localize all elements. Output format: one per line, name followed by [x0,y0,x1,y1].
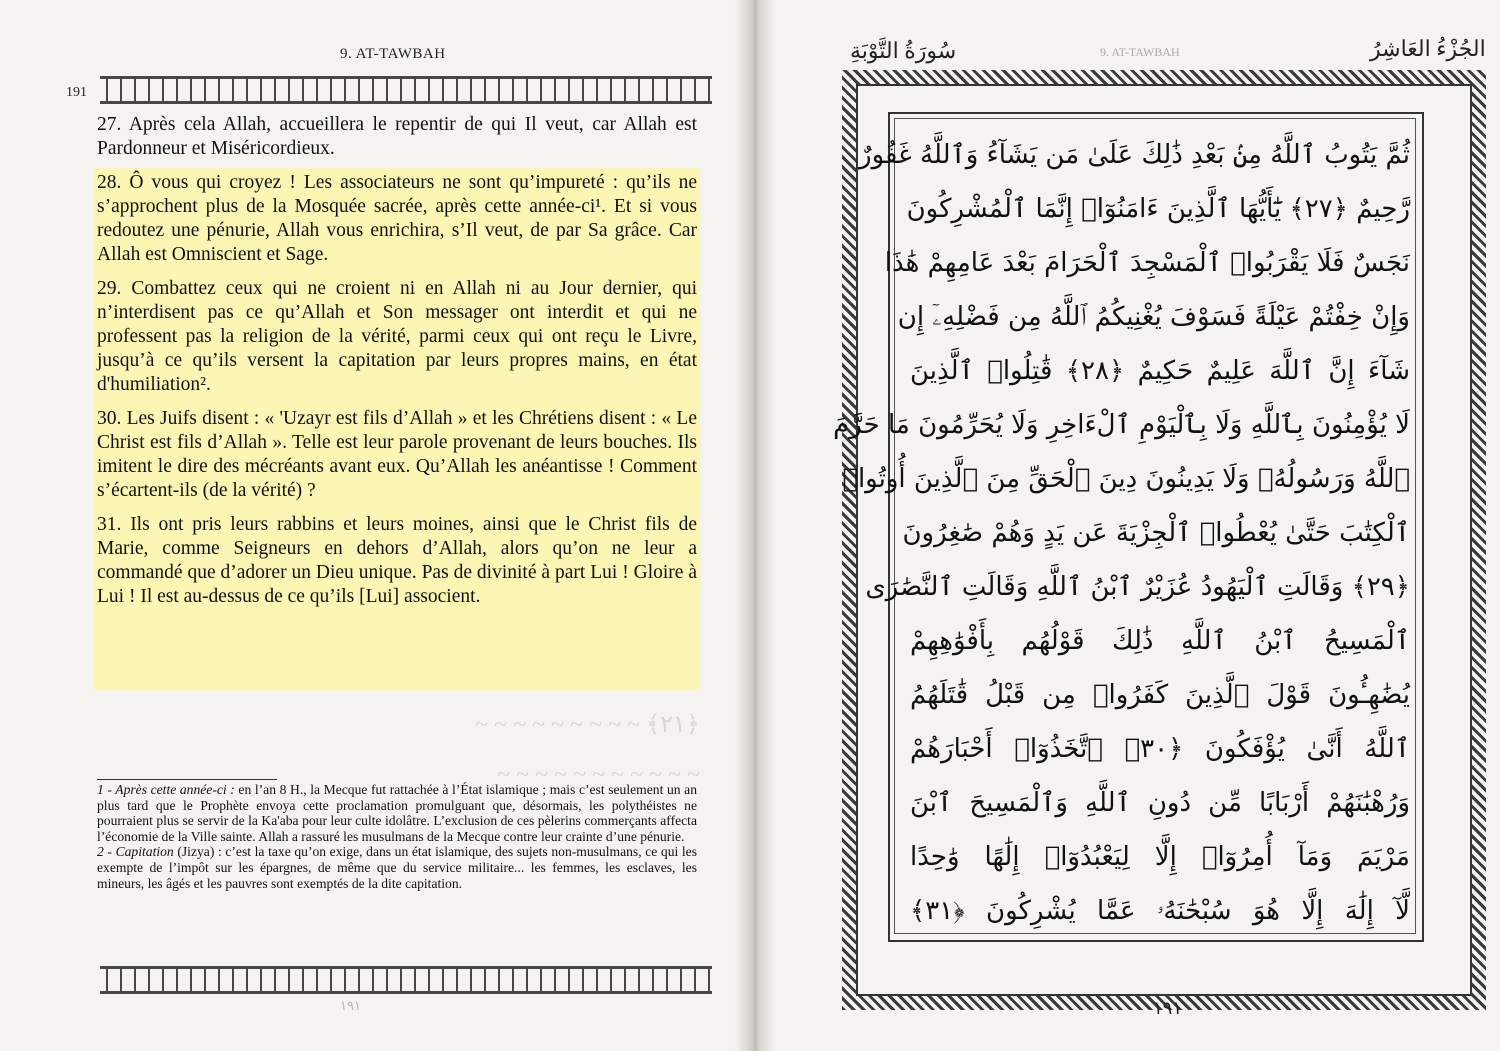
translation-text [97,113,697,619]
arabic-line: شَآءَ إِنَّ ٱللَّهَ عَلِيمٌ حَكِيمٌ ﴿٢٨﴾ قَٰتِلُوا۟ ٱلَّذِينَ [910,356,1410,386]
running-head-latin: 9. AT-TAWBAH [1100,45,1180,59]
footnote-1 [97,782,697,844]
verse-30 [97,407,697,503]
right-page [770,0,1500,1051]
verse-29 [97,277,697,397]
verse-31 [97,513,697,609]
arabic-line: لَا يُؤْمِنُونَ بِٱللَّهِ وَلَا بِٱلْيَوْمِ ٱلْءَاخِرِ وَلَا يُحَرِّمُونَ مَا حَرَّمَ [833,410,1410,440]
footnote-2 [97,844,697,891]
footnote-text: en l’an 8 H., la Mecque fut rattachée à l’État islamique ; mais c’est seulement un an plus tard que le Prophète envoya cette proclamation promulguant que, désormais, les polythéistes ne pourraient plus se servir de la Ka'aba pour leur culte idolâtre. L’exclusion de ces pèlerins commerçants affecta l’économie de la Ville sainte. Allah a rassuré les musulmans de la Mecque contre leur crainte d’une pénurie. [97,782,697,844]
arabic-line: يُضَٰهِـُٔونَ قَوْلَ ٱلَّذِينَ كَفَرُوا۟ مِن قَبْلُ قَٰتَلَهُمُ [910,680,1410,710]
juz-title: الجُزْءُ العَاشِرُ [1370,36,1486,61]
ornament-border-top [100,76,712,104]
verse-text: Ô vous qui croyez ! Les associateurs ne sont qu’impureté : qu’ils ne s’approchent plus de la Mosquée sacrée, après cette année-ci¹. Et si vous redoutez une pénurie, Allah vous enrichira, s’Il veut, de par Sa grâce. Car Allah est Omniscient et Sage. [97,172,697,265]
verse-number: 31. [97,514,122,535]
verse-number: 28. [97,172,122,193]
verse-text: Les Juifs disent : « 'Uzayr est fils d’Allah » et les Chrétiens disent : « Le Christ est fils d’Allah ». Telle est leur parole provenant de leurs bouches. Ils imitent le dire des mécréants avant eux. Qu’Allah les anéantisse ! Comment s’écartent-ils (de la vérité) ? [97,408,697,501]
quran-arabic-text [833,128,1410,938]
verse-27 [97,113,697,161]
arabic-line: مَرْيَمَ وَمَآ أُمِرُوٓا۟ إِلَّا لِيَعْبُدُوٓا۟ إِلَٰهًا وَٰحِدًا [910,842,1410,872]
arabic-line: ﴿٢٩﴾ وَقَالَتِ ٱلْيَهُودُ عُزَيْرٌ ٱبْنُ ٱللَّهِ وَقَالَتِ ٱلنَّصَٰرَى [865,572,1410,602]
footnotes [97,782,697,891]
surah-title: سُورَةُ التَّوْبَةِ [850,38,957,63]
verse-number: 29. [97,278,122,299]
verse-number: 27. [97,114,122,135]
arabic-line: ٱللَّهُ أَنَّىٰ يُؤْفَكُونَ ﴿٣٠﴾ ٱتَّخَذُوٓا۟ أَحْبَارَهُمْ [910,734,1410,764]
arabic-line: ٱلْكِتَٰبَ حَتَّىٰ يُعْطُوا۟ ٱلْجِزْيَةَ عَن يَدٍ وَهُمْ صَٰغِرُونَ [902,518,1410,548]
arabic-line: نَجَسٌ فَلَا يَقْرَبُوا۟ ٱلْمَسْجِدَ ٱلْحَرَامَ بَعْدَ عَامِهِمْ هَٰذَا [884,248,1410,278]
verse-text: Combattez ceux qui ne croient ni en Allah ni au Jour dernier, qui n’interdisent pas ce qu’Allah et Son messager ont interdit et qui ne professent pas la religion de la vérité, parmi ceux qui ont reçu le Livre, jusqu’à ce qu’ils versent la capitation par leurs propres mains, en état d'humiliation². [97,278,697,395]
bleed-page-number: ١٩١ [340,998,361,1013]
arabic-line: ٱللَّهُ وَرَسُولُهُۥ وَلَا يَدِينُونَ دِينَ ٱلْحَقِّ مِنَ ٱلَّذِينَ أُوتُوا۟ [842,464,1410,494]
verse-text: Ils ont pris leurs rabbins et leurs moines, ainsi que le Christ fils de Marie, comme Seigneurs en dehors d’Allah, alors qu’on ne leur a commandé que d’adorer un Dieu unique. Pas de divinité à part Lui ! Gloire à Lui ! Il est au-dessus de ce qu’ils [Lui] associent. [97,514,697,607]
arabic-line: وَإِنْ خِفْتُمْ عَيْلَةً فَسَوْفَ يُغْنِيكُمُ ٱللَّهُ مِن فَضْلِهِۦٓ إِن [897,302,1410,332]
arabic-line: رَّحِيمٌ ﴿٢٧﴾ يَٰٓأَيُّهَا ٱلَّذِينَ ءَامَنُوٓا۟ إِنَّمَا ٱلْمُشْرِكُونَ [906,194,1410,224]
page-number: 191 [66,85,87,100]
arabic-line: لَّآ إِلَٰهَ إِلَّا هُوَ سُبْحَٰنَهُۥ عَمَّا يُشْرِكُونَ ﴿٣١﴾ [910,896,1410,926]
bleed-through-text: ﴿٢١﴾ ~ ~ ~ ~ ~ ~ ~ ~ ~ ~ ~ ~ ~ ~ ~ ~ ~ ~ ~ ~ [475,712,700,788]
arabic-line: وَرُهْبَٰنَهُمْ أَرْبَابًا مِّن دُونِ ٱللَّهِ وَٱلْمَسِيحَ ٱبْنَ [910,788,1410,818]
running-head: 9. AT-TAWBAH [340,46,446,62]
footnote-label: 2 - Capitation [97,844,174,860]
ornament-border-bottom [100,966,712,994]
arabic-line: ٱلْمَسِيحُ ٱبْنُ ٱللَّهِ ذَٰلِكَ قَوْلُهُم بِأَفْوَٰهِهِمْ [910,626,1410,656]
footnote-label: 1 - Après cette année-ci : [97,782,235,797]
book-gutter [735,0,775,1051]
footnote-text: (Jizya) : c’est la taxe qu’on exige, dans un état islamique, des sujets non-musulmans, ce qui les exempte de l’impôt sur les épargnes, de même que du service militaire... les femmes, les esclaves, les mineurs, les âgés et les pauvres sont exemptés de la dite capitation. [97,844,698,891]
footnote-rule [97,779,277,780]
arabic-line: ثُمَّ يَتُوبُ ٱللَّهُ مِنۢ بَعْدِ ذَٰلِكَ عَلَىٰ مَن يَشَآءُ وَٱللَّهُ غَفُورٌ [859,140,1410,170]
verse-text: Après cela Allah, accueillera le repentir de qui Il veut, car Allah est Pardonneur et Miséricordieux. [97,114,697,159]
verse-28 [97,171,697,267]
verse-number: 30. [97,408,122,429]
page-number-arabic: ١٩١ [1153,998,1183,1019]
